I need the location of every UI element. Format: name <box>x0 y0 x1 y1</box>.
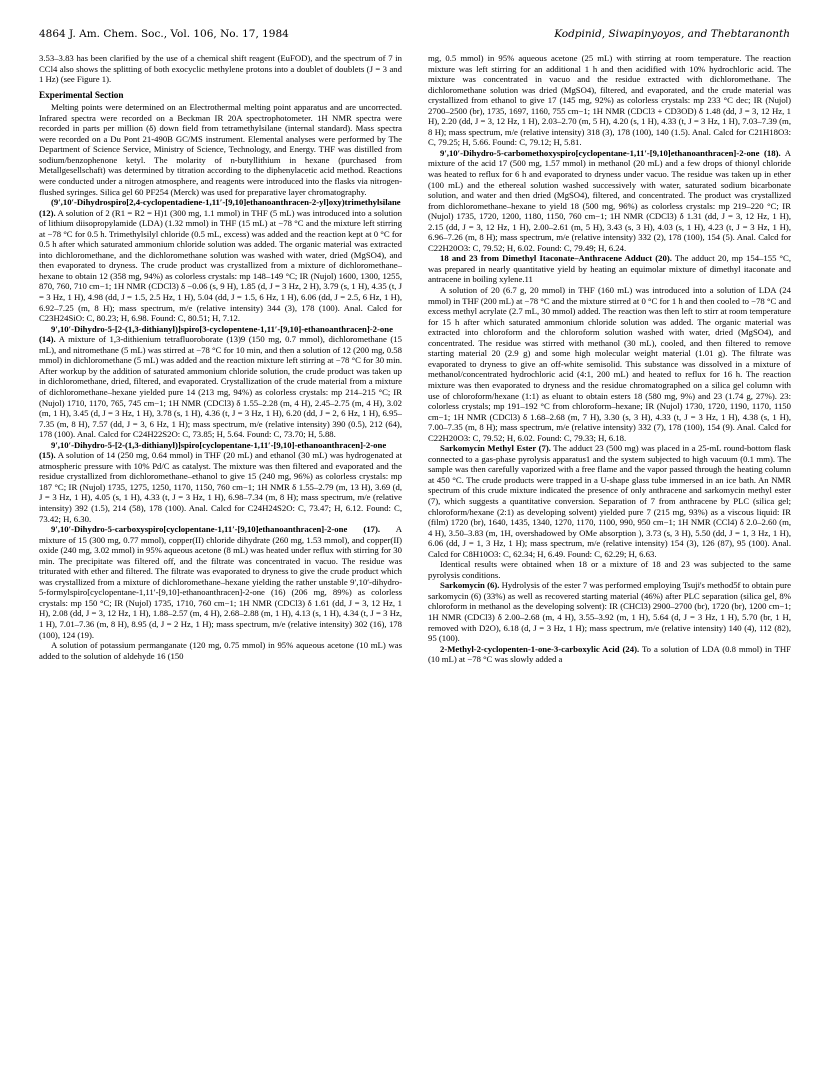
compound-title: 9′,10′-Dihydro-5-carboxyspiro[cyclopentane-1,11′-[9,10]ethanoanthracen]-2-one (17). <box>51 524 381 535</box>
running-header-right: Kodpinid, Siwapinyoyos, and Thebtaranonth <box>554 28 790 40</box>
compound-title: 2-Methyl-2-cyclopenten-1-one-3-carboxylic Acid (24). <box>440 643 640 654</box>
compound-title: 9′,10′-Dihydro-5-carbomethoxyspiro[cyclopentane-1,11′-[9,10]ethanoanthracen]-2-one (18). <box>440 147 781 158</box>
running-header-left: 4864 J. Am. Chem. Soc., Vol. 106, No. 17, 1984 <box>39 28 289 40</box>
paragraph-c17b <box>39 640 402 661</box>
right-text-column <box>428 53 791 1053</box>
paragraph-text: 3.53–3.83 has been clarified by the use of a chemical shift reagent (EuFOD), and the spectrum of 7 in CCl4 also shows the splitting of both exocyclic methylene protons into a doublet of doublets (J = 3 and 1 Hz) (see Figure 1). <box>39 53 402 85</box>
compound-title: Sarkomycin (6). <box>440 580 500 591</box>
paragraph-c14 <box>39 324 402 440</box>
paragraph-text: Identical results were obtained when 18 or a mixture of 18 and 23 was subjected to the same pyrolysis conditions. <box>428 559 791 580</box>
paragraph-text: A solution of 20 (6.7 g, 20 mmol) in THF (160 mL) was introduced into a solution of LDA (24 mmol) in THF (200 mL) at −78 °C and the mixture stirred at 0 °C for 1 h and then cooled to −78 °C and excess methyl acrylate (2.7 mL, 30 mmol) added. The reaction was then left to stirr at room temperature for 15 h after which saturated ammonium chloride solution was added. The organic material was extracted into chloroform and the chloroform solution washed with water, dried (MgSO4), and concentrated. The residue was stirred with methanol (30 mL), cooled, and then filtered to remove starting material 20 (2.9 g) and some high molecular weight material (1.01 g). The filtrate was evaporated to dryness to give an off-white semisolid. This substance was dissolved in a mixture of methanol/concentrated hydrochloric acid (4:1, 200 mL) and heated to reflux for 16 h. The reaction mixture was then evaporated to dryness and the residue chromatographed on a silica gel column with use of chloroform/hexane (1:1) as eluant to obtain esters 18 (580 mg, 9%) and 23 (1.74 g, 27%). 23: colorless crystals; mp 191–192 °C from chloroform–hexane; IR (Nujol) 1730, 1720, 1190, 1170, 1150 cm−1; 1H NMR (CDCl3) δ 1.68–2.68 (m, 7 H), 3.30 (s, 3 H), 4.33 (t, J = 3 Hz, 1 H), 4.38 (s, 1 H), 7.00–7.35 (m, 8 H); mass spectrum, m/e (relative intensity) 332 (7), 178 (100), 154 (9). Anal. Calcd for C22H20O3: C, 79.52; H, 6.02. Found: C, 79.33; H, 6.18. <box>428 285 791 443</box>
paragraph-intro <box>39 53 402 85</box>
paragraph-text: The adduct 20, mp 154–155 °C, was prepared in nearly quantitative yield by heating an equimolar mixture of dimethyl itaconate and antracene in boiling xylene.11 <box>428 253 791 285</box>
paragraph-c23b <box>428 285 791 443</box>
section-heading: Experimental Section <box>39 89 124 100</box>
paragraph-c17 <box>39 524 402 640</box>
paragraph-text: The adduct 23 (500 mg) was placed in a 25-mL round-bottom flask connected to a gas-phase pyrolysis apparatus1 and the system subjected to high vacuum (0.1 mm). The sample was then carefully vaporized with a free flame and the vapor passed through the heating column at 450 °C. The crude products were trapped in a U-shape glass tube immersed in an ice bath. An NMR spectrum of this crude mixture indicated the presence of only anthracene and sarkomycin methyl ester (7), which suggests a quantitative conversion. Separation of 7 from anthracene by PLC (silica gel; chloroform/hexane (2:1) as developing solvent) yielded pure 7 (215 mg, 93%) as a viscous liquid: IR (film) 1720 (br), 1640, 1435, 1340, 1270, 1170, 1100, 990, 950 cm−1; 1H NMR (CCl4) δ 2.0–2.60 (m, 4 H), 3.50–3.83 (m, 1H, overshadowed by OMe absorption ), 3.73 (s, 3 H), 5.50 (dd, J = 1, 3 Hz, 1 H), 6.06 (dd, J = 1, 3 Hz, 1 H); mass spectrum, m/e (relative intensity) 154 (3), 126 (87), 95 (100). Anal. Calcd for C8H10O3: C, 62.34; H, 6.49. Found: C, 62.29; H, 6.63. <box>428 443 791 559</box>
paragraph-text: A solution of 14 (250 mg, 0.64 mmol) in THF (20 mL) and ethanol (30 mL) was hydrogenated at atmospheric pressure with 10% Pd/C as catalyst. The mixture was then filtered and evaporated and the residue crystallized from dichloromethane–ethanol to give 15 (240 mg, 96%) as colorless crystals: mp 187 °C; IR (Nujol) 1735, 1275, 1250, 1170, 1150, 760 cm−1; 1H NMR δ 1.55–2.79 (m, 13 H), 3.69 (d, J = 3 Hz, 1 H), 4.05 (s, 1 H), 4.33 (t, J = 3 Hz, 1 H), 6.98–7.34 (m, 8 H); mass spectrum, m/e (relative intensity) 392 (1.5), 214 (58), 178 (100). Anal. Calcd for C24H24S2O: C, 73.47; H, 6.12. Found: C, 73.42; H, 6.30. <box>39 450 402 524</box>
paragraph-text: To a solution of LDA (0.8 mmol) in THF (10 mL) at −78 °C was slowly added a <box>428 643 791 665</box>
paragraph-text: A solution of 2 (R1 = R2 = H)1 (300 mg, 1.1 mmol) in THF (5 mL) was introduced into a solution of lithium diisopropylamide (LDA) (1.32 mmol) in THF (15 mL) at −78 °C and the mixture left stirring at −78 °C for 0.5 h. Trimethylsilyl chloride (0.5 mL, excess) was added and the reaction kept at 0 °C for 0.5 h after which saturated ammonium chloride solution was added. The organic material was extracted into dichloromethane, and the dichloromethane solution was washed with water, dried (MgSO4), and then evaporated to dryness. The crude product was crystallized from a mixture of dichloromethane–hexane to obtain 12 (358 mg, 94%) as colorless crystals: mp 148–149 °C; IR (Nujol) 1600, 1300, 1255, 870, 760, 710 cm−1; 1H NMR (CDCl3) δ −0.06 (s, 9 H), 1.85 (d, J = 3 Hz, 2 H), 3.79 (s, 1 H), 4.35 (t, J = 3 Hz, 1 H), 4.98 (dd, J = 1.5, 2.5 Hz, 1 H), 5.04 (dd, J = 1.5, 6 Hz, 1 H), 6.06 (dd, J = 2.5, 6 Hz, 1 H), 6.92–7.25 (m, 8 H); mass spectrum, m/e (relative intensity) 344 (3), 178 (100). Anal. Calcd for C23H24SiO: C, 80.23; H, 6.98. Found: C, 80.51; H, 7.12. <box>39 207 402 324</box>
paragraph-c24 <box>428 644 791 665</box>
paragraph-text: mg, 0.5 mmol) in 95% aqueous acetone (25 mL) with stirring at room temperature. The reaction mixture was left stirring for an additional 1 h and then acidified with 10% hydrochloric acid. The mixture was concentrated in vacuo and the residue extracted with dichloromethane. The dichloromethane solution was dried (MgSO4), filtered, and evaporated, and the crude material was crystallized from ethanol to give 17 (145 mg, 92%) as colorless crystals: mp 233 °C dec; IR (Nujol) 2700–2500 (br), 1735, 1697, 1160, 755 cm−1; 1H NMR (CDCl3 + CD3OD) δ 1.48 (dd, J = 3, 12 Hz, 1 H), 2.20 (dd, J = 3, 12 Hz, 1 H), 2.03–2.70 (m, 5 H), 4.20 (s, 1 H), 4.33 (t, J = 3 Hz, 1 H), 7.03–7.39 (m, 8 H); mass spectrum, m/e (relative intensity) 318 (3), 178 (100), 140 (1.5). Anal. Calcd for C21H18O3: C, 79.25; H, 5.66. Found: C, 79.12; H, 5.81. <box>428 53 791 148</box>
compound-title: (9′,10′-Dihydrospiro[2,4-cyclopentadiene-1,11′-[9,10]ethanoanthracen-2-yl]oxy)trimethylsilane (12). <box>39 197 401 218</box>
paragraph-text: A mixture of the acid 17 (500 mg, 1.57 mmol) in methanol (20 mL) and a few drops of thionyl chloride was heated to reflux for 6 h and evaporated to dryness under vacuo. The residue was taken up in ether (100 mL) and the ethereal solution washed successively with water, saturated sodium bicarbonate solution, and water and then dried (MgSO4), filtered, and concentrated. The product was crystallized from dichloromethane–hexane to yield 18 (500 mg, 96%) as colorless crystals: mp 219–220 °C; IR (Nujol) 1735, 1720, 1200, 1180, 1150, 760 cm−1; 1H NMR (CDCl3) δ 1.31 (dd, J = 3, 12 Hz, 1 H), 2.15 (dd, J = 3, 12 Hz, 1 H), 2.00–2.61 (m, 5 H), 3.43 (s, 3 H), 4.03 (s, 1 H), 4.23 (t, J = 3 Hz, 1 H), 6.96–7.26 (m, 8 H); mass spectrum, m/e (relative intensity) 332 (2), 178 (100), 154 (5). Anal. Calcd for C22H20O3: C, 79.52; H, 6.02. Found: C, 79.49; H, 6.24. <box>428 147 791 253</box>
compound-title: 9′,10′-Dihydro-5-[2-(1,3-dithianyl)]spiro[cyclopentane-1,11′-[9,10]-ethanoanthracen]-2-one (15). <box>39 439 387 461</box>
paragraph-text: A mixture of 15 (300 mg, 0.77 mmol), copper(II) chloride dihydrate (260 mg, 1.53 mmol), and copper(II) oxide (240 mg, 3.02 mmol) in 95% aqueous acetone (8 mL) was heated under reflux with stirring for 30 min. The precipitate was filtered off, and the filtrate was concentrated in vacuo. The residue was triturated with ether and filtered. The filtrate was evaporated to dryness to give the crude product which was crystallized from a mixture of dichloromethane–hexane yielding the rather unstable 9′,10′-dihydro-5-formylspiro[cyclopentane-1,11′-[9,10]-ethanoanthracen]-2-one (16) (206 mg, 89%) as colorless crystals: mp 150 °C; IR (Nujol) 1735, 1710, 760 cm−1; 1H NMR (CDCl3) δ 1.61 (dd, J = 3, 12 Hz, 1 H), 2.08 (dd, J = 3, 12 Hz, 1 H), 1.88–2.57 (m, 4 H), 2.68–2.88 (m, 1 H), 4.13 (s, 1 H), 4.34 (t, J = 3 Hz, 1 H), 7.01–7.36 (m, 8 H), 8.95 (d, J = 2 Hz, 1 H); mass spectrum, m/e (relative intensity) 302 (16), 178 (100), 124 (19). <box>39 524 402 640</box>
compound-title: Sarkomycin Methyl Ester (7). <box>440 443 551 454</box>
paragraph-c18 <box>428 148 791 253</box>
paragraph-c23 <box>428 253 791 285</box>
paragraph-general <box>39 102 402 197</box>
paragraph-c6 <box>428 580 791 643</box>
paragraph-c7 <box>428 443 791 559</box>
paragraph-text: Melting points were determined on an Electrothermal melting point apparatus and are uncorrected. Infrared spectra were recorded on a Beckman IR 20A spectrophotometer. 1H NMR spectra were recorded in parts per million (δ) down field from tetramethylsilane (internal standard). Mass spectra were recorded on a Du Pont 21-490B GC/MS instrument. Elemental analyses were performed by The Department of Science Service, Ministry of Science, Technology, and Energy. THF was distilled from sodium/benzophenone ketyl. The molarity of n-butyllithium in hexane (purchased from Metallgesellschaft) was determined by titration according to the diphenylacetic acid method. Reactions were conducted under a nitrogen atmosphere, and reagents were introduced into the flasks via nitrogen-flushed syringes. Silica gel 60 PF254 (Merck) was used for preparative layer chromatography. <box>39 102 402 197</box>
compound-title: 9′,10′-Dihydro-5-[2-(1,3-dithianyl)]spiro[3-cyclopentene-1,11′-[9,10]-ethanoanthracen]-2-one (14). <box>39 323 393 345</box>
compound-title: 18 and 23 from Dimethyl Itaconate–Anthracene Adduct (20). <box>440 253 672 264</box>
paragraph-text: A mixture of 1,3-dithienium tetrafluoroborate (13)9 (150 mg, 0.7 mmol), dichloromethane (15 mL), and nitromethane (5 mL) was stirred at −78 °C for 10 min, and then a solution of 12 (200 mg, 0.58 mmol) in dichloromethane (5 mL) was added and the reaction mixture left stirring at −78 °C for 30 min. After workup by the addition of saturated ammonium chloride solution, the crude product was taken up in dichloromethane, dried, filtered, and evaporated. Crystallization of the crude material from a mixture of dichloromethane–hexane yielded pure 14 (213 mg, 94%) as colorless crystals: mp 214–215 °C; IR (Nujol) 1710, 1170, 765, 745 cm−1; 1H NMR (CDCl3) δ 1.55–2.28 (m, 4 H), 2.45–2.75 (m, 4 H), 3.02 (m, 1 H), 3.45 (d, J = 3 Hz, 1 H), 3.78 (s, 1 H), 4.36 (t, J = 3 Hz, 1 H), 6.20 (dd, J = 2, 6 Hz, 1 H), 6.95–7.35 (m, 8 H), 7.57 (dd, J = 3, 6 Hz, 1 H); mass spectrum, m/e (relative intensity) 390 (0.5), 212 (64), 178 (100). Anal. Calcd for C24H22S2O: C, 73.85; H, 5.64. Found: C, 73.70; H, 5.88. <box>39 334 402 440</box>
paragraph-c17c <box>428 53 791 148</box>
paragraph-text: Hydrolysis of the ester 7 was performed employing Tsuji's method5f to obtain pure sarkomycin (6) (33%) as well as recovered starting material (46%) after PLC separation (silica gel, 8% chloroform in methanol as the developing solvent): IR (CHCl3) 2900–2700 (br), 1720 (br), 1200 cm−1; 1H NMR (CDCl3) δ 2.00–2.68 (m, 4 H), 3.55–3.92 (m, 1 H), 5.64 (d, J = 3 Hz, 1 H), 5.70 (br, 1 H, removed with D2O), 6.18 (d, J = 3 Hz, 1 H); mass spectrum, m/e (relative intensity) 140 (4), 112 (82), 95 (100). <box>428 580 791 644</box>
paragraph-ident <box>428 559 791 580</box>
paragraph-text: A solution of potassium permanganate (120 mg, 0.75 mmol) in 95% aqueous acetone (10 mL) was added to the solution of aldehyde 16 (150 <box>39 640 402 661</box>
paragraph-c12 <box>39 197 402 324</box>
left-text-column <box>39 53 402 1053</box>
paragraph-c15 <box>39 440 402 524</box>
